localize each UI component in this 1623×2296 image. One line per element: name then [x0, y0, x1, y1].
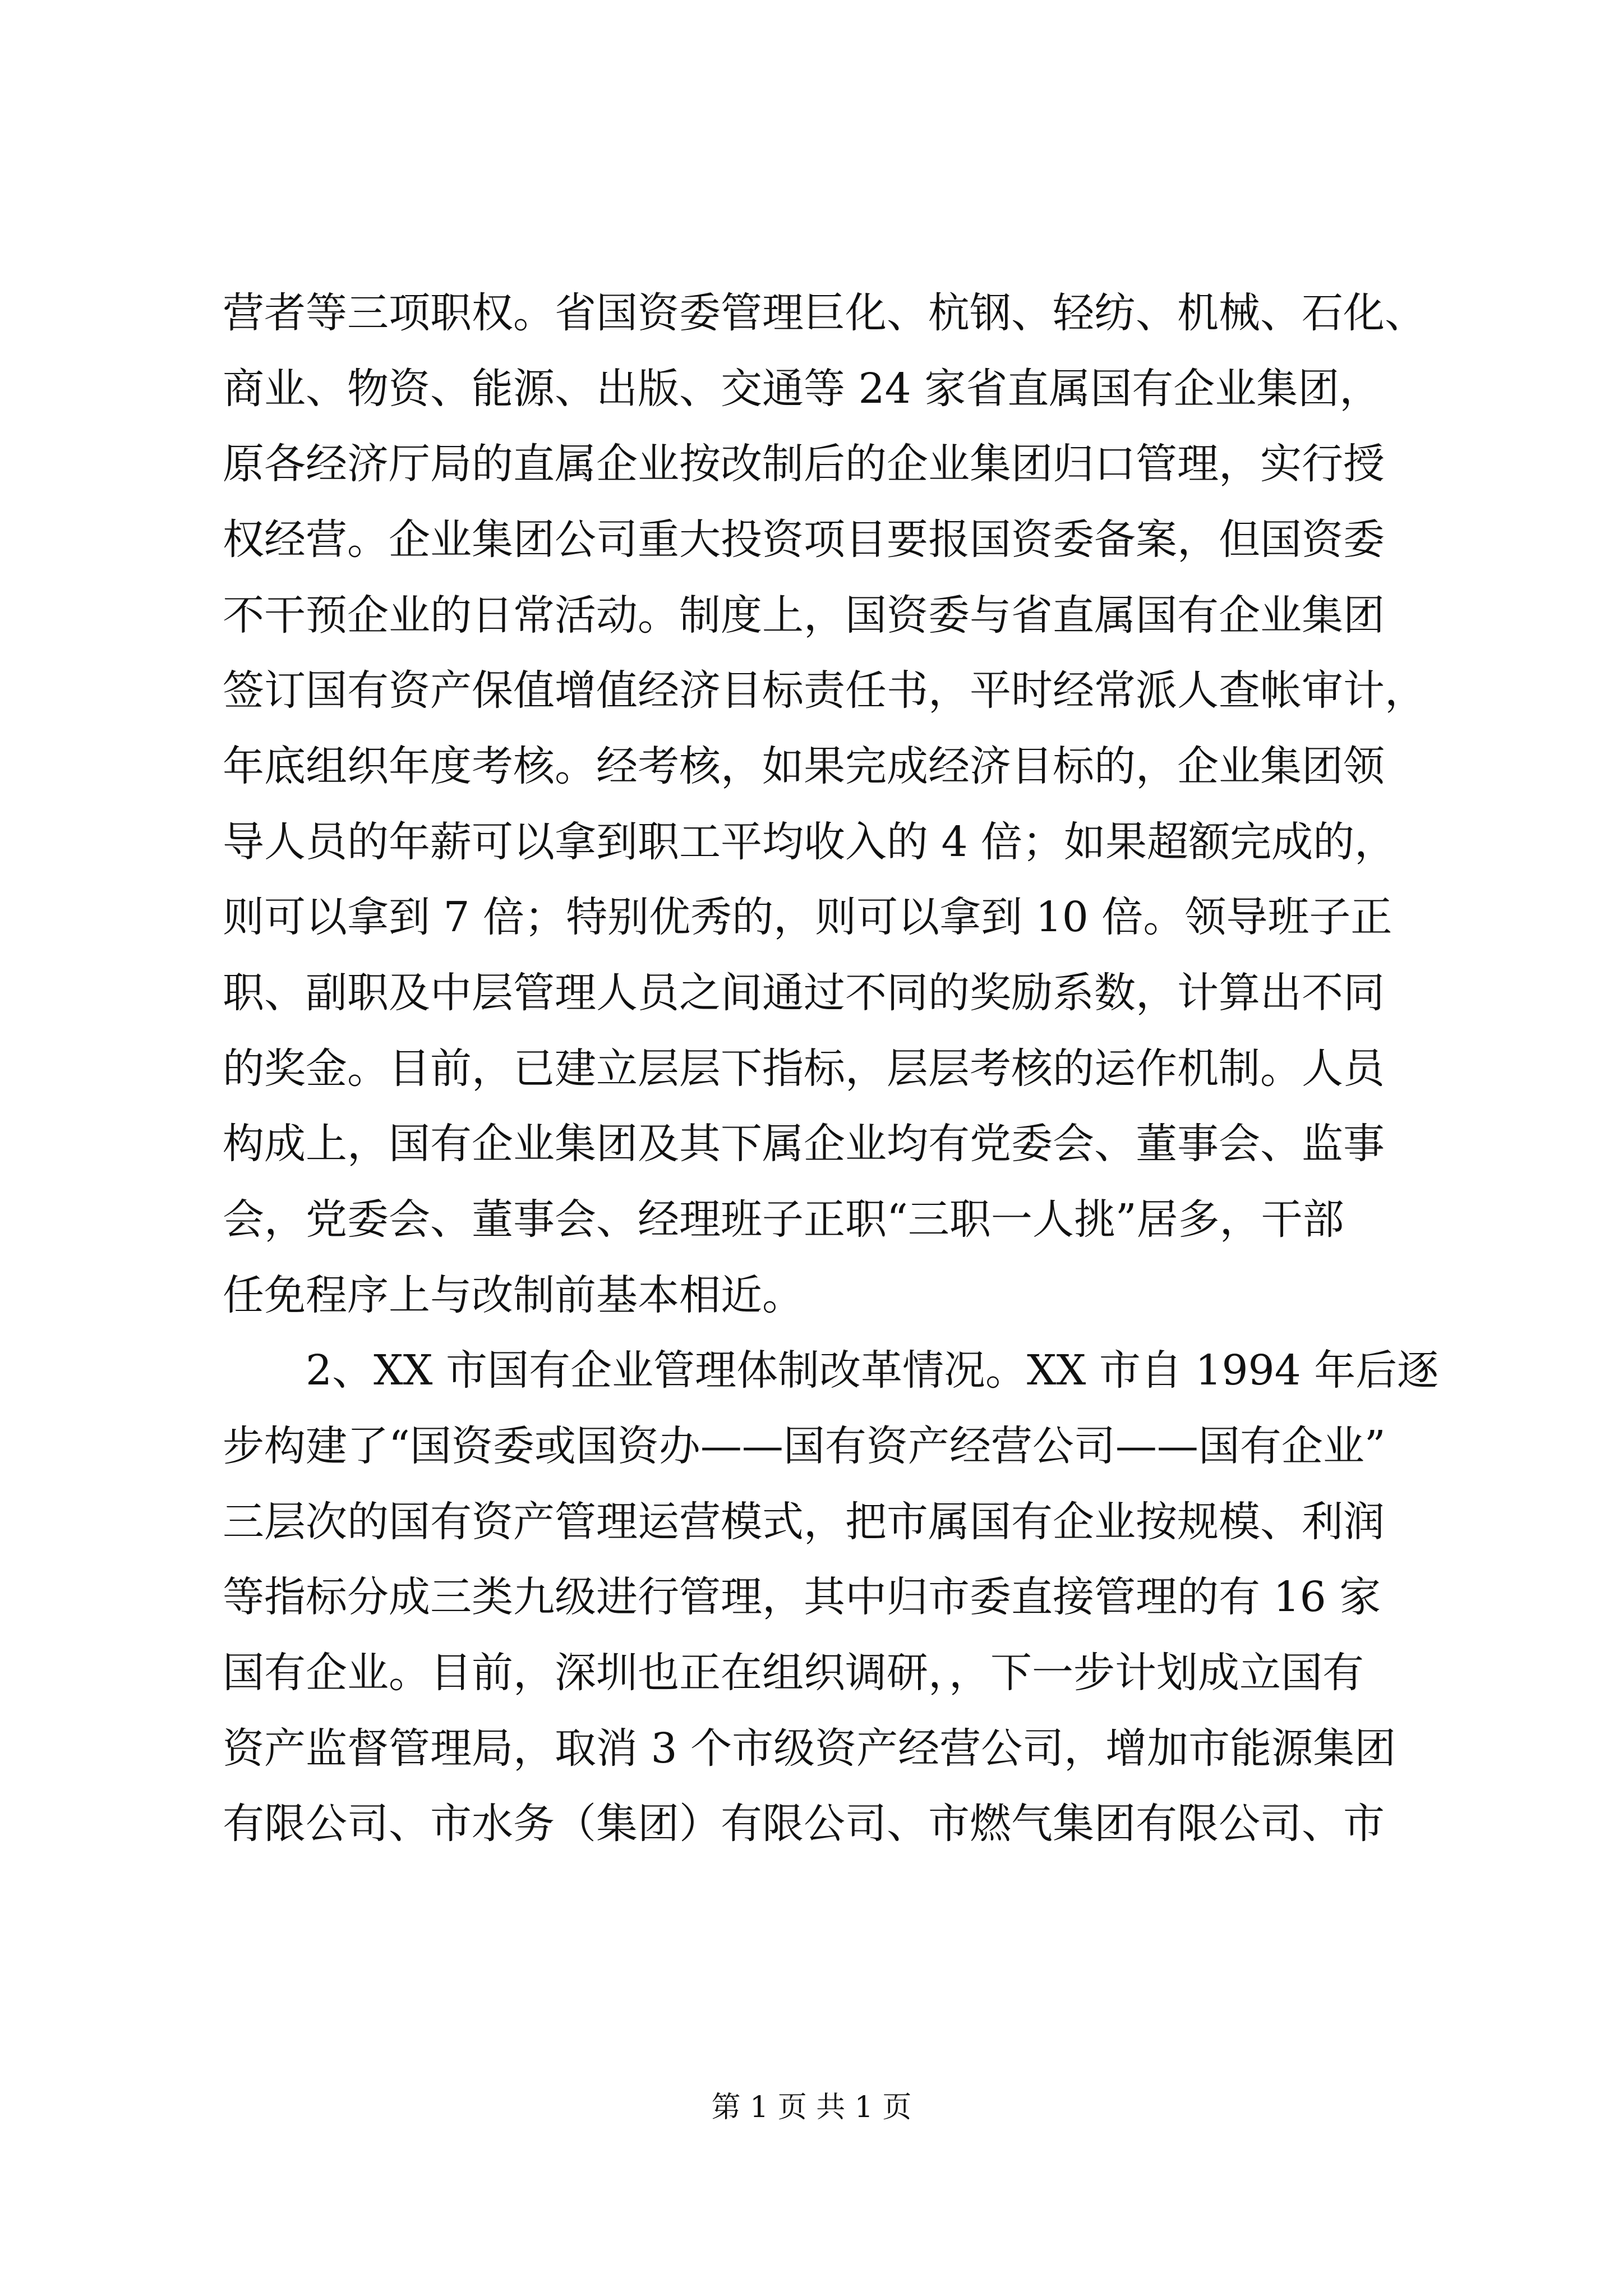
text-line: 则可以拿到 7 倍；特别优秀的，则可以拿到 10 倍。领导班子正 — [223, 893, 1393, 941]
text-line: 任免程序上与改制前基本相近。 — [223, 1271, 804, 1319]
text-line: 三层次的国有资产管理运营模式，把市属国有企业按规模、利润 — [223, 1498, 1385, 1546]
page-number: 第 1 页 共 1 页 — [711, 2091, 912, 2124]
text-line: 职、副职及中层管理人员之间通过不同的奖励系数，计算出不同 — [223, 969, 1385, 1017]
text-line: 会，党委会、董事会、经理班子正职“三职一人挑”居多，干部 — [223, 1195, 1344, 1244]
paragraph-first-line: 2、XX 市国有企业管理体制改革情况。XX 市自 1994 年后逐 — [306, 1346, 1439, 1395]
text-line: 权经营。企业集团公司重大投资项目要报国资委备案，但国资委 — [223, 516, 1385, 564]
text-line: 签订国有资产保值增值经济目标责任书，平时经常派人查帐审计， — [223, 666, 1426, 715]
text-line: 步构建了“国资委或国资办——国有资产经营公司——国有企业” — [223, 1422, 1386, 1470]
text-line: 导人员的年薪可以拿到职工平均收入的 4 倍；如果超额完成的， — [223, 818, 1396, 866]
text-line: 商业、物资、能源、出版、交通等 24 家省直属国有企业集团， — [223, 365, 1381, 413]
text-line: 有限公司、市水务（集团）有限公司、市燃气集团有限公司、市 — [223, 1800, 1385, 1848]
text-line: 原各经济厅局的直属企业按改制后的企业集团归口管理，实行授 — [223, 440, 1385, 488]
text-line: 的奖金。目前，已建立层层下指标，层层考核的运作机制。人员 — [223, 1045, 1385, 1093]
text-line: 等指标分成三类九级进行管理，其中归市委直接管理的有 16 家 — [223, 1573, 1381, 1621]
text-line: 构成上，国有企业集团及其下属企业均有党委会、董事会、监事 — [223, 1120, 1385, 1168]
text-line: 营者等三项职权。省国资委管理巨化、杭钢、轻纺、机械、石化、 — [223, 289, 1426, 337]
text-line: 国有企业。目前，深圳也正在组织调研，，下一步计划成立国有 — [223, 1649, 1364, 1697]
text-line: 资产监督管理局，取消 3 个市级资产经营公司，增加市能源集团 — [223, 1724, 1396, 1773]
text-line: 不干预企业的日常活动。制度上，国资委与省直属国有企业集团 — [223, 591, 1385, 639]
text-line: 年底组织年度考核。经考核，如果完成经济目标的，企业集团领 — [223, 742, 1385, 790]
